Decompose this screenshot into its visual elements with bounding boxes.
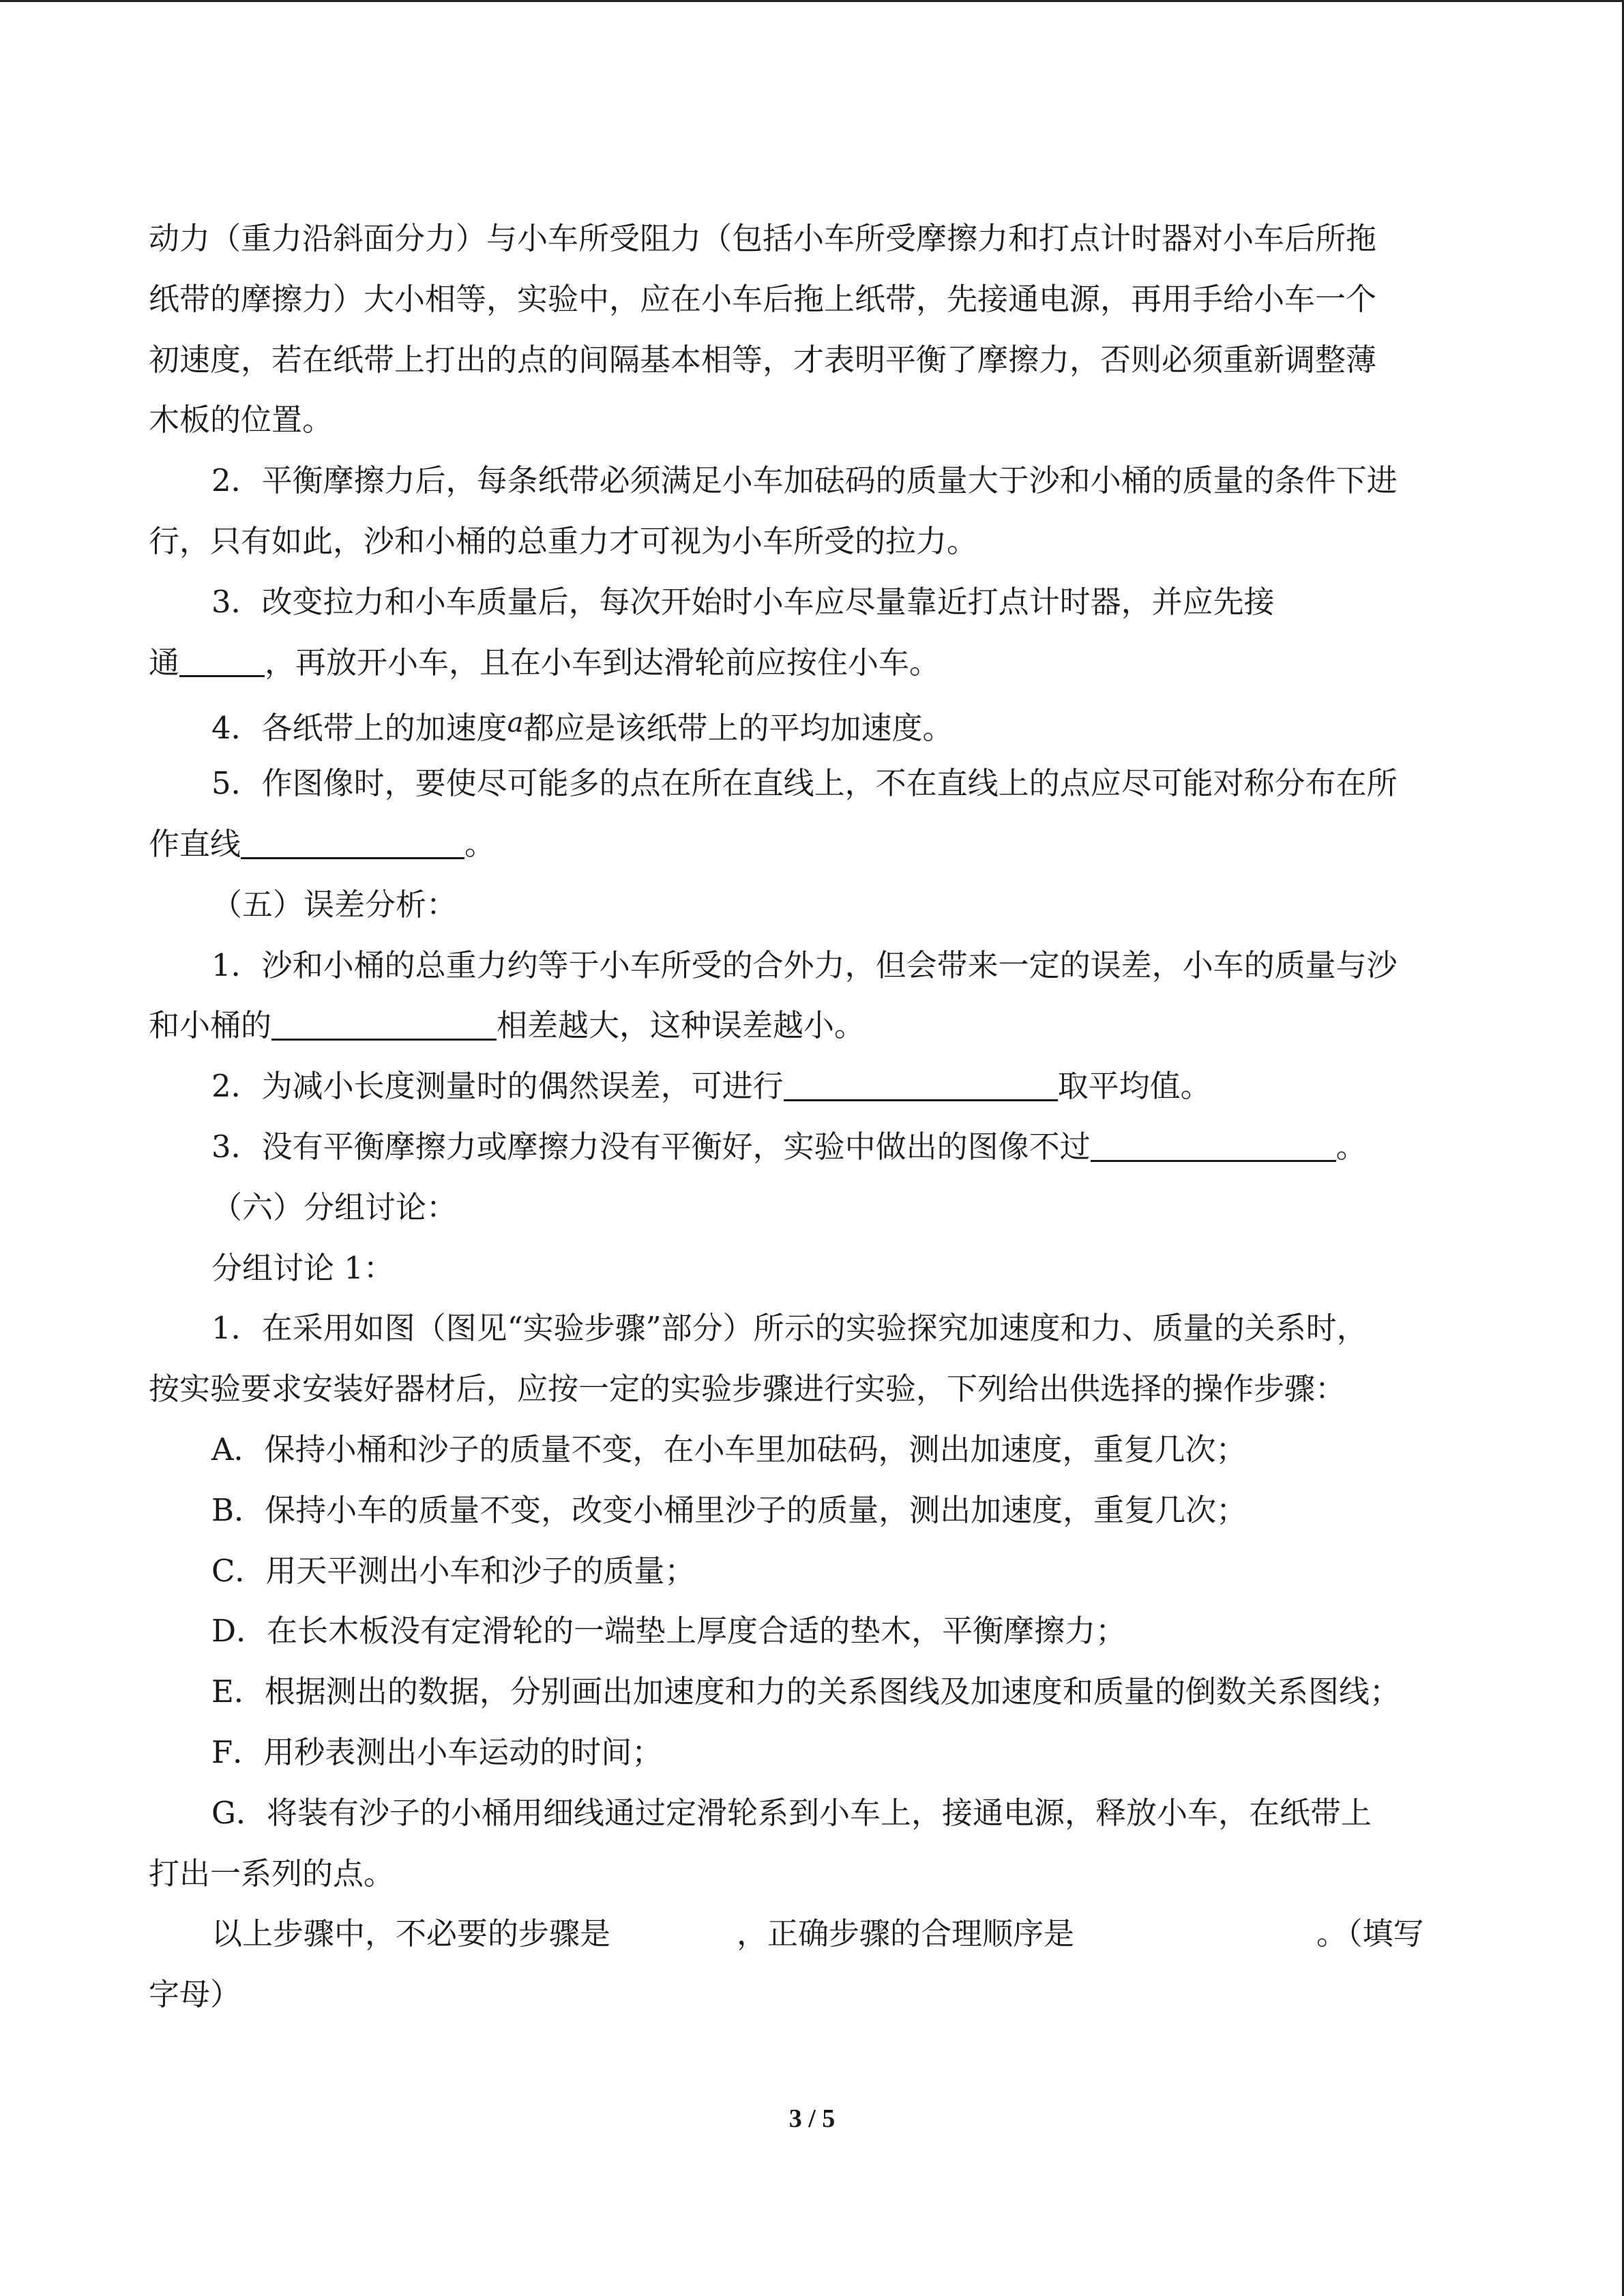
text-fragment: 。 <box>1335 1128 1367 1165</box>
text-line: 打出一系列的点。 <box>149 1855 395 1892</box>
option-item: A．保持小桶和沙子的质量不变，在小车里加砝码，测出加速度，重复几次； <box>211 1431 1247 1467</box>
text-line <box>149 1117 1479 1178</box>
text-line: 3．改变拉力和小车质量后，每次开始时小车应尽量靠近打点计时器，并应先接 <box>211 583 1275 620</box>
text-fragment: 4．各纸带上的加速度 <box>211 710 507 747</box>
option-item: D．在长木板没有定滑轮的一端垫上厚度合适的垫木，平衡摩擦力； <box>211 1613 1127 1650</box>
section-heading: （六）分组讨论： <box>211 1189 458 1225</box>
option-item: G．将装有沙子的小桶用细线通过定滑轮系到小车上，接通电源，释放小车，在纸带上 <box>211 1794 1372 1831</box>
text-fragment: 3．没有平衡摩擦力或摩擦力没有平衡好，实验中做出的图像不过 <box>211 1128 1091 1165</box>
text-line: 行，只有如此，沙和小桶的总重力才可视为小车所受的拉力。 <box>149 522 978 559</box>
page-border-top <box>0 0 1624 2</box>
fill-in-blank[interactable] <box>241 824 464 859</box>
text-fragment: 2．为减小长度测量时的偶然误差，可进行 <box>211 1068 784 1105</box>
text-fragment: ，正确步骤的合理顺序是 <box>737 1915 1075 1952</box>
text-line <box>149 996 1479 1056</box>
option-item: B．保持小车的质量不变，改变小桶里沙子的质量，测出加速度，重复几次； <box>211 1491 1247 1528</box>
text-line <box>149 1904 1479 1965</box>
text-fragment: 。（填写 <box>1316 1915 1424 1952</box>
text-line: 初速度，若在纸带上打出的点的间隔基本相等，才表明平衡了摩擦力，否则必须重新调整薄 <box>149 341 1377 378</box>
option-item: E．根据测出的数据，分别画出加速度和力的关系图线及加速度和质量的倒数关系图线； <box>211 1673 1400 1710</box>
option-item: F．用秒表测出小车运动的时间； <box>211 1733 663 1770</box>
text-line: 5．作图像时，要使尽可能多的点在所在直线上，不在直线上的点应尽可能对称分布在所 <box>211 765 1398 802</box>
text-fragment: 都应是该纸带上的平均加速度。 <box>523 710 954 747</box>
text-line: 纸带的摩擦力）大小相等，实验中，应在小车后拖上纸带，先接通电源，再用手给小车一个 <box>149 280 1377 317</box>
fill-in-blank[interactable] <box>271 1007 497 1041</box>
text-line: 动力（重力沿斜面分力）与小车所受阻力（包括小车所受摩擦力和打点计时器对小车后所拖 <box>149 220 1377 256</box>
text-line: 字母） <box>149 1976 241 2013</box>
text-line <box>149 1056 1479 1117</box>
fill-in-blank[interactable] <box>784 1067 1058 1101</box>
text-line <box>149 814 1479 875</box>
text-line: 2．平衡摩擦力后，每条纸带必须满足小车加砝码的质量大于沙和小桶的质量的条件下进 <box>211 462 1398 499</box>
text-line: 按实验要求安装好器材后，应按一定的实验步骤进行实验，下列给出供选择的操作步骤： <box>149 1371 1346 1407</box>
fill-in-blank[interactable] <box>1091 1127 1336 1161</box>
text-line: 木板的位置。 <box>149 402 334 438</box>
text-line: 1．在采用如图（图见“实验步骤”部分）所示的实验探究加速度和力、质量的关系时， <box>211 1310 1368 1347</box>
text-line: 1．沙和小桶的总重力约等于小车所受的合外力，但会带来一定的误差，小车的质量与沙 <box>211 946 1398 983</box>
text-fragment: 相差越大，这种误差越小。 <box>497 1007 866 1044</box>
text-line <box>149 693 1479 754</box>
acceleration-symbol: a <box>507 707 524 739</box>
option-item: C．用天平测出小车和沙子的质量； <box>211 1552 696 1589</box>
text-line <box>149 633 1479 694</box>
fill-in-blank[interactable] <box>179 643 265 677</box>
text-fragment: 以上步骤中，不必要的步骤是 <box>211 1915 611 1952</box>
document-body <box>149 209 1479 2025</box>
text-fragment: 和小桶的 <box>149 1007 272 1044</box>
page-number: 3 / 5 <box>788 2104 836 2133</box>
text-fragment: 通 <box>149 644 180 681</box>
text-fragment: 。 <box>464 825 496 862</box>
section-heading: （五）误差分析： <box>211 886 458 923</box>
text-fragment: ，再放开小车，且在小车到达滑轮前应按住小车。 <box>265 644 941 681</box>
text-fragment: 取平均值。 <box>1057 1068 1211 1105</box>
discussion-title: 分组讨论 1： <box>211 1249 394 1286</box>
text-fragment: 作直线 <box>149 825 241 862</box>
